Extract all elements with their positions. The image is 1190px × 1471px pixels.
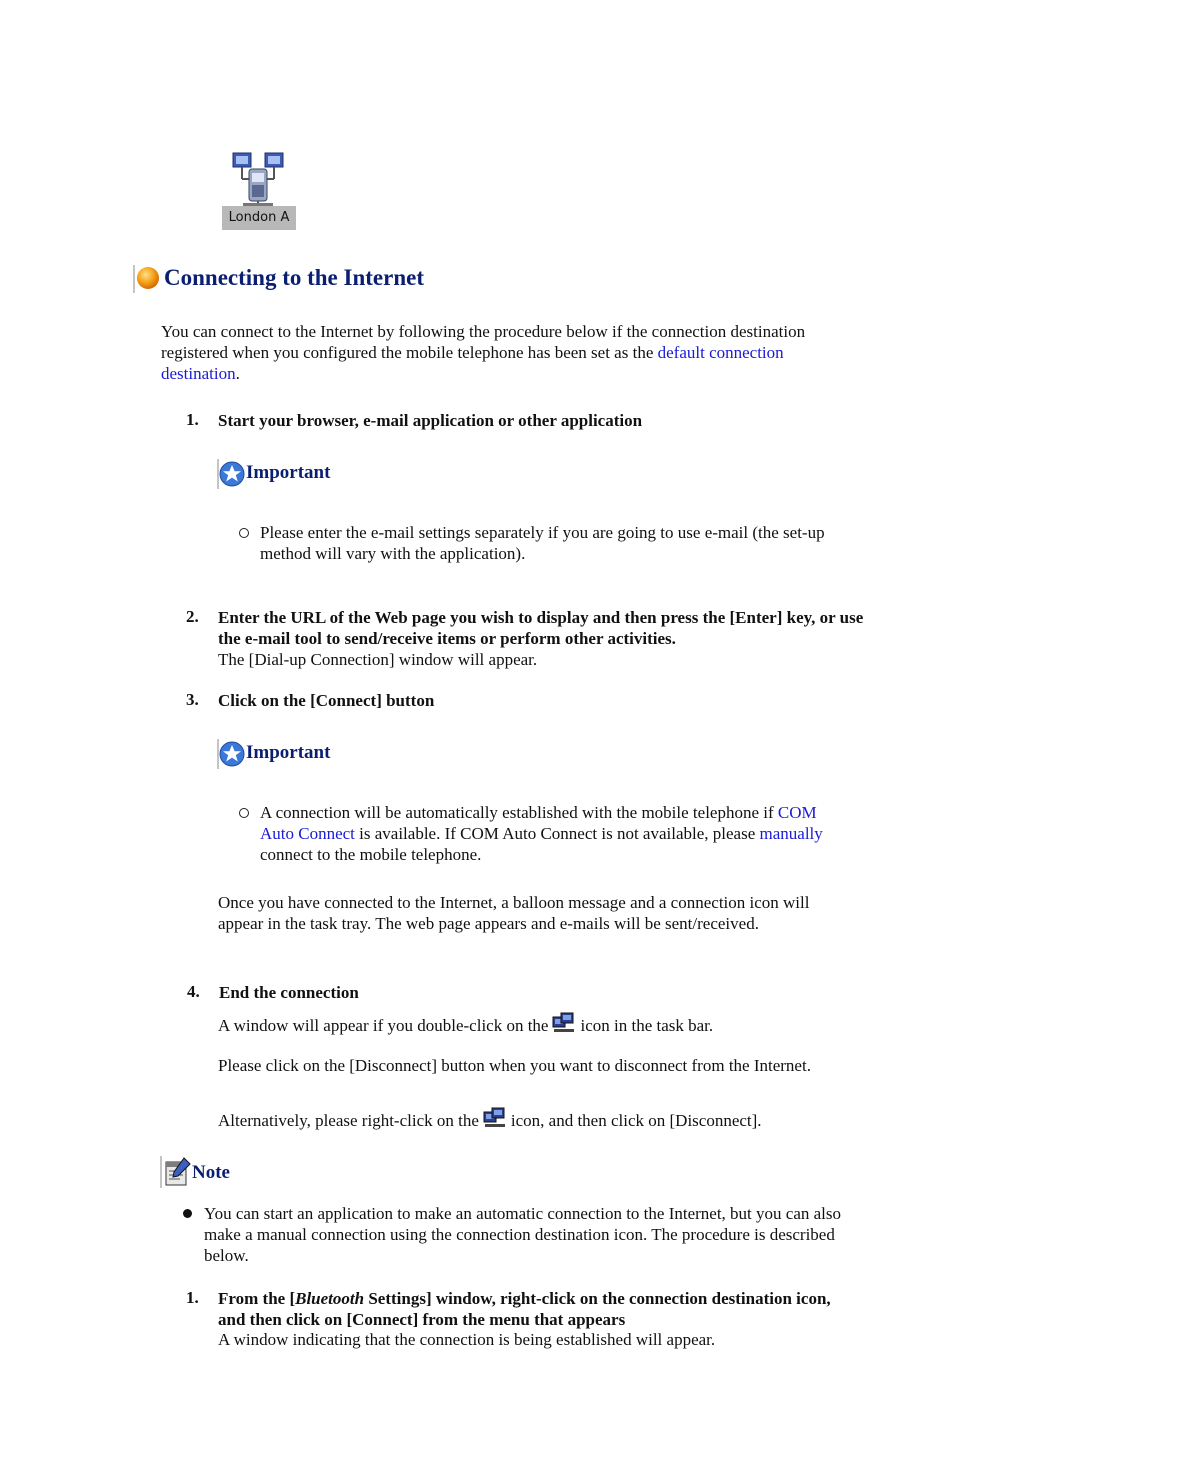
step-2-number: 2.: [186, 607, 199, 626]
london-device-label[interactable]: London A: [222, 206, 296, 230]
step-4-title: End the connection: [219, 983, 359, 1002]
step-3-title: Click on the [Connect] button: [218, 691, 435, 710]
important-star-icon: [217, 739, 247, 774]
step-4-line2: Please click on the [Disconnect] button when you want to disconnect from the Internet.: [218, 1056, 811, 1075]
important-star-icon: [217, 459, 247, 494]
manually-link[interactable]: manually: [759, 824, 823, 843]
step-1-number: 1.: [186, 410, 199, 429]
step-4-line3: Alternatively, please right-click on the icon, and then click on [Disconnect].: [218, 1107, 878, 1134]
step-4-line1: A window will appear if you double-click on the icon in the task bar.: [218, 1012, 858, 1039]
section-bullet-icon: [133, 263, 163, 298]
connection-tray-icon: [483, 1107, 507, 1134]
step-2-title: Enter the URL of the Web page you wish to display and then press the [Enter] key, or use the e-mail tool to send/receive items or perform other activities.: [218, 608, 864, 648]
note-pad-icon: [160, 1156, 192, 1193]
section-title: Connecting to the Internet: [164, 265, 424, 290]
important-label: Important: [246, 462, 331, 483]
step-1-title: Start your browser, e-mail application or other application: [218, 411, 643, 430]
note-bullet-text: You can start an application to make an automatic connection to the Internet, but you can also make a manual connection using the connection destination icon. The procedure is described below.: [204, 1204, 842, 1265]
step-3-number: 3.: [186, 690, 199, 709]
circle-bullet: [239, 808, 249, 818]
step-3-after-text: Once you have connected to the Internet, a balloon message and a connection icon will appear in the task tray. The web page appears and e-mails will be sent/received.: [218, 893, 810, 933]
important-text-1: Please enter the e-mail settings separately if you are going to use e-mail (the set-up method will vary with the application).: [260, 523, 825, 563]
dot-bullet: [183, 1209, 192, 1218]
default-connection-destination-link[interactable]: default connection destination: [161, 343, 784, 383]
important-label: Important: [246, 742, 331, 763]
network-phone-icon: [219, 151, 297, 207]
note-step-1-body: A window indicating that the connection is being established will appear.: [218, 1330, 716, 1349]
step-4-number: 4.: [187, 982, 200, 1001]
circle-bullet: [239, 528, 249, 538]
important-text-2: A connection will be automatically established with the mobile telephone if COM Auto Connect is available. If COM Auto Connect is not available, please manually connect to the mobile telephone.: [260, 803, 823, 864]
connection-tray-icon: [552, 1012, 576, 1039]
note-step-1-number: 1.: [186, 1288, 199, 1307]
note-label: Note: [192, 1162, 230, 1183]
com-auto-connect-link[interactable]: COM Auto Connect: [260, 803, 817, 843]
step-2-body: The [Dial-up Connection] window will appear.: [218, 650, 538, 669]
note-step-1-title: From the [Bluetooth Settings] window, right-click on the connection destination icon, and then click on [Connect] from the menu that appears: [218, 1289, 831, 1329]
intro-paragraph: You can connect to the Internet by following the procedure below if the connection destination registered when you configured the mobile telephone has been set as the default connection destination.: [161, 322, 806, 383]
